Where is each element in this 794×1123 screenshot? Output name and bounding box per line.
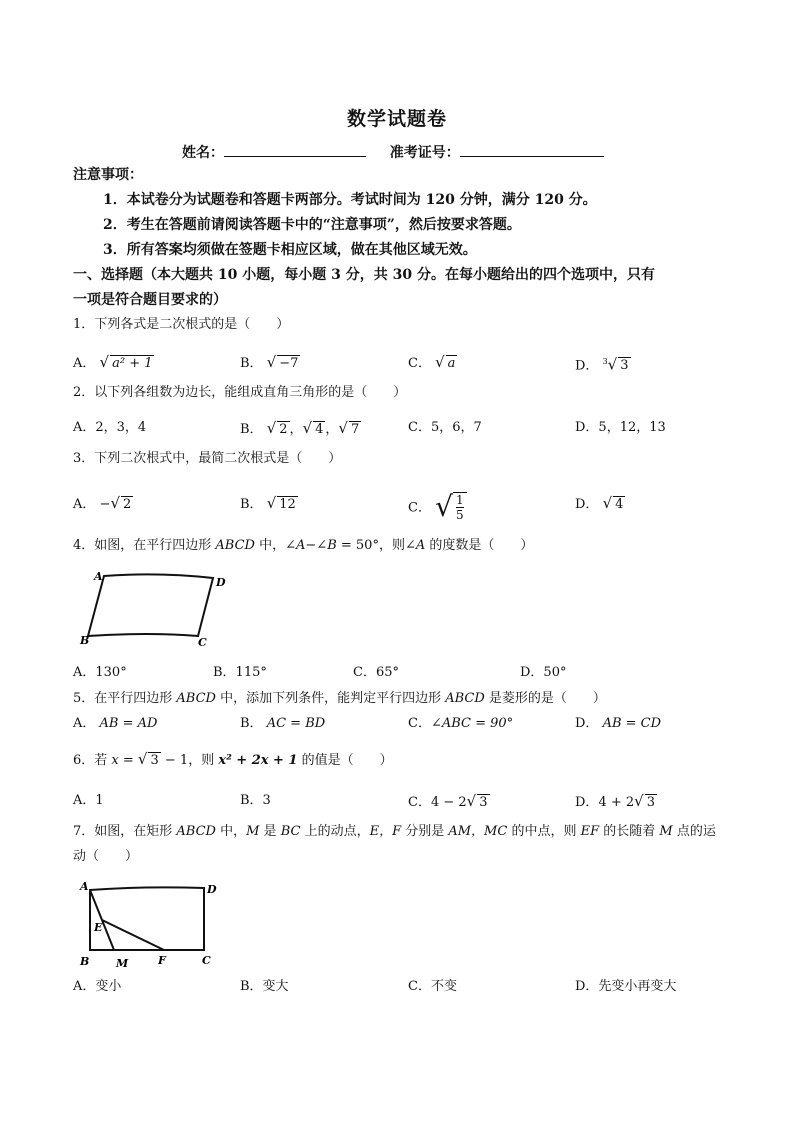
q6-option-c[interactable]: C．4 − 2√ 3: [408, 792, 488, 810]
q4-option-c[interactable]: C．65°: [353, 665, 399, 680]
q1-option-b[interactable]: B． √ −7: [240, 353, 299, 371]
q3-option-b[interactable]: B． √ 12: [240, 494, 296, 512]
q2-option-d[interactable]: D．5，12，13: [575, 420, 666, 435]
q3-option-c[interactable]: C． √ $\frac{1}{5}$: [408, 493, 467, 523]
label-d: D: [216, 576, 226, 589]
q2-stem: 2．以下列各组数为边长，能组成直角三角形的是（ ）: [73, 385, 407, 400]
q6-stem: 6．若 x = √ 3 − 1，则 x² + 2x + 1 的值是（ ）: [73, 750, 393, 768]
label-b: B: [80, 634, 90, 647]
label-c: C: [202, 954, 211, 967]
q6-option-b[interactable]: B．3: [240, 793, 271, 808]
label-m: M: [116, 957, 129, 970]
rectangle-figure: [74, 878, 224, 972]
q7-stem-line2: 动（ ）: [73, 849, 139, 864]
label-a: A: [80, 880, 89, 893]
q4-option-a[interactable]: A．130°: [73, 665, 127, 680]
q1-option-d[interactable]: D． $^3$√ 3: [575, 355, 629, 374]
page-title: 数学试题卷: [346, 108, 447, 130]
q7-stem-line1: 7．如图，在矩形 ABCD 中，M 是 BC 上的动点，E，F 分别是 AM，MC 的中点，则 EF 的长随着 M 点的运: [73, 824, 716, 839]
q1-stem: 1．下列各式是二次根式的是（ ）: [73, 317, 290, 332]
q5-option-c[interactable]: C．∠ABC = 90°: [408, 716, 514, 731]
notice-heading: 注意事项：: [73, 167, 143, 183]
notice-item-2: 2．考生在答题前请阅读答题卡中的“注意事项”，然后按要求答题。: [103, 217, 521, 233]
label-a: A: [94, 570, 103, 583]
q6-option-a[interactable]: A．1: [73, 793, 104, 808]
q3-option-a[interactable]: A． −√ 2: [73, 494, 132, 512]
q6-option-d[interactable]: D．4 + 2√ 3: [575, 792, 655, 810]
parallelogram-shape: [88, 574, 213, 636]
q3-stem: 3．下列二次根式中，最简二次根式是（ ）: [73, 451, 342, 466]
notice-item-3: 3．所有答案均须做在签题卡相应区域，做在其他区域无效。: [103, 242, 477, 258]
q5-option-b[interactable]: B． AC = BD: [240, 716, 326, 731]
section-heading-line1: 一、选择题（本大题共 10 小题，每小题 3 分，共 30 分。在每小题给出的四个选项中，只有: [73, 267, 655, 283]
candidate-line: [182, 142, 604, 163]
q7-option-d[interactable]: D．先变小再变大: [575, 979, 677, 994]
notice-item-1: 1．本试卷分为试题卷和答题卡两部分。考试时间为 120 分钟，满分 120 分。: [103, 192, 597, 208]
q5-option-d[interactable]: D． AB = CD: [575, 716, 662, 731]
q2-option-b[interactable]: B． √ 2 ，√ 4 ，√ 7: [240, 419, 360, 437]
section-heading-line2: 一项是符合题目要求的）: [73, 292, 227, 308]
label-d: D: [207, 883, 217, 896]
q2-option-a[interactable]: A．2，3，4: [73, 420, 147, 435]
name-label: 姓名：: [182, 145, 224, 161]
q4-option-d[interactable]: D．50°: [520, 665, 567, 680]
q7-option-c[interactable]: C．不变: [408, 979, 457, 994]
q2-option-c[interactable]: C．5，6，7: [408, 420, 482, 435]
q7-option-b[interactable]: B．变大: [240, 979, 289, 994]
q5-stem: 5．在平行四边形 ABCD 中，添加下列条件，能判定平行四边形 ABCD 是菱形的是（ ）: [73, 691, 606, 706]
rectangle-shape: [90, 887, 204, 950]
q4-option-b[interactable]: B．115°: [213, 665, 267, 680]
label-c: C: [198, 636, 207, 649]
q1-option-c[interactable]: C． √ a: [408, 353, 456, 371]
id-field[interactable]: [460, 142, 604, 157]
q1-option-a[interactable]: A． √ a² + 1: [73, 353, 153, 371]
q7-option-a[interactable]: A．变小: [73, 979, 122, 994]
label-e: E: [94, 921, 103, 934]
name-field[interactable]: [224, 142, 366, 157]
label-f: F: [158, 954, 166, 967]
id-label: 准考证号：: [389, 145, 460, 161]
label-b: B: [80, 955, 90, 968]
q4-stem: 4．如图，在平行四边形 ABCD 中，∠A−∠B = 50°，则∠A 的度数是（ ）: [73, 538, 534, 553]
q5-option-a[interactable]: A． AB = AD: [73, 716, 158, 731]
q3-option-d[interactable]: D． √ 4: [575, 494, 624, 512]
parallelogram-figure: [78, 566, 238, 654]
